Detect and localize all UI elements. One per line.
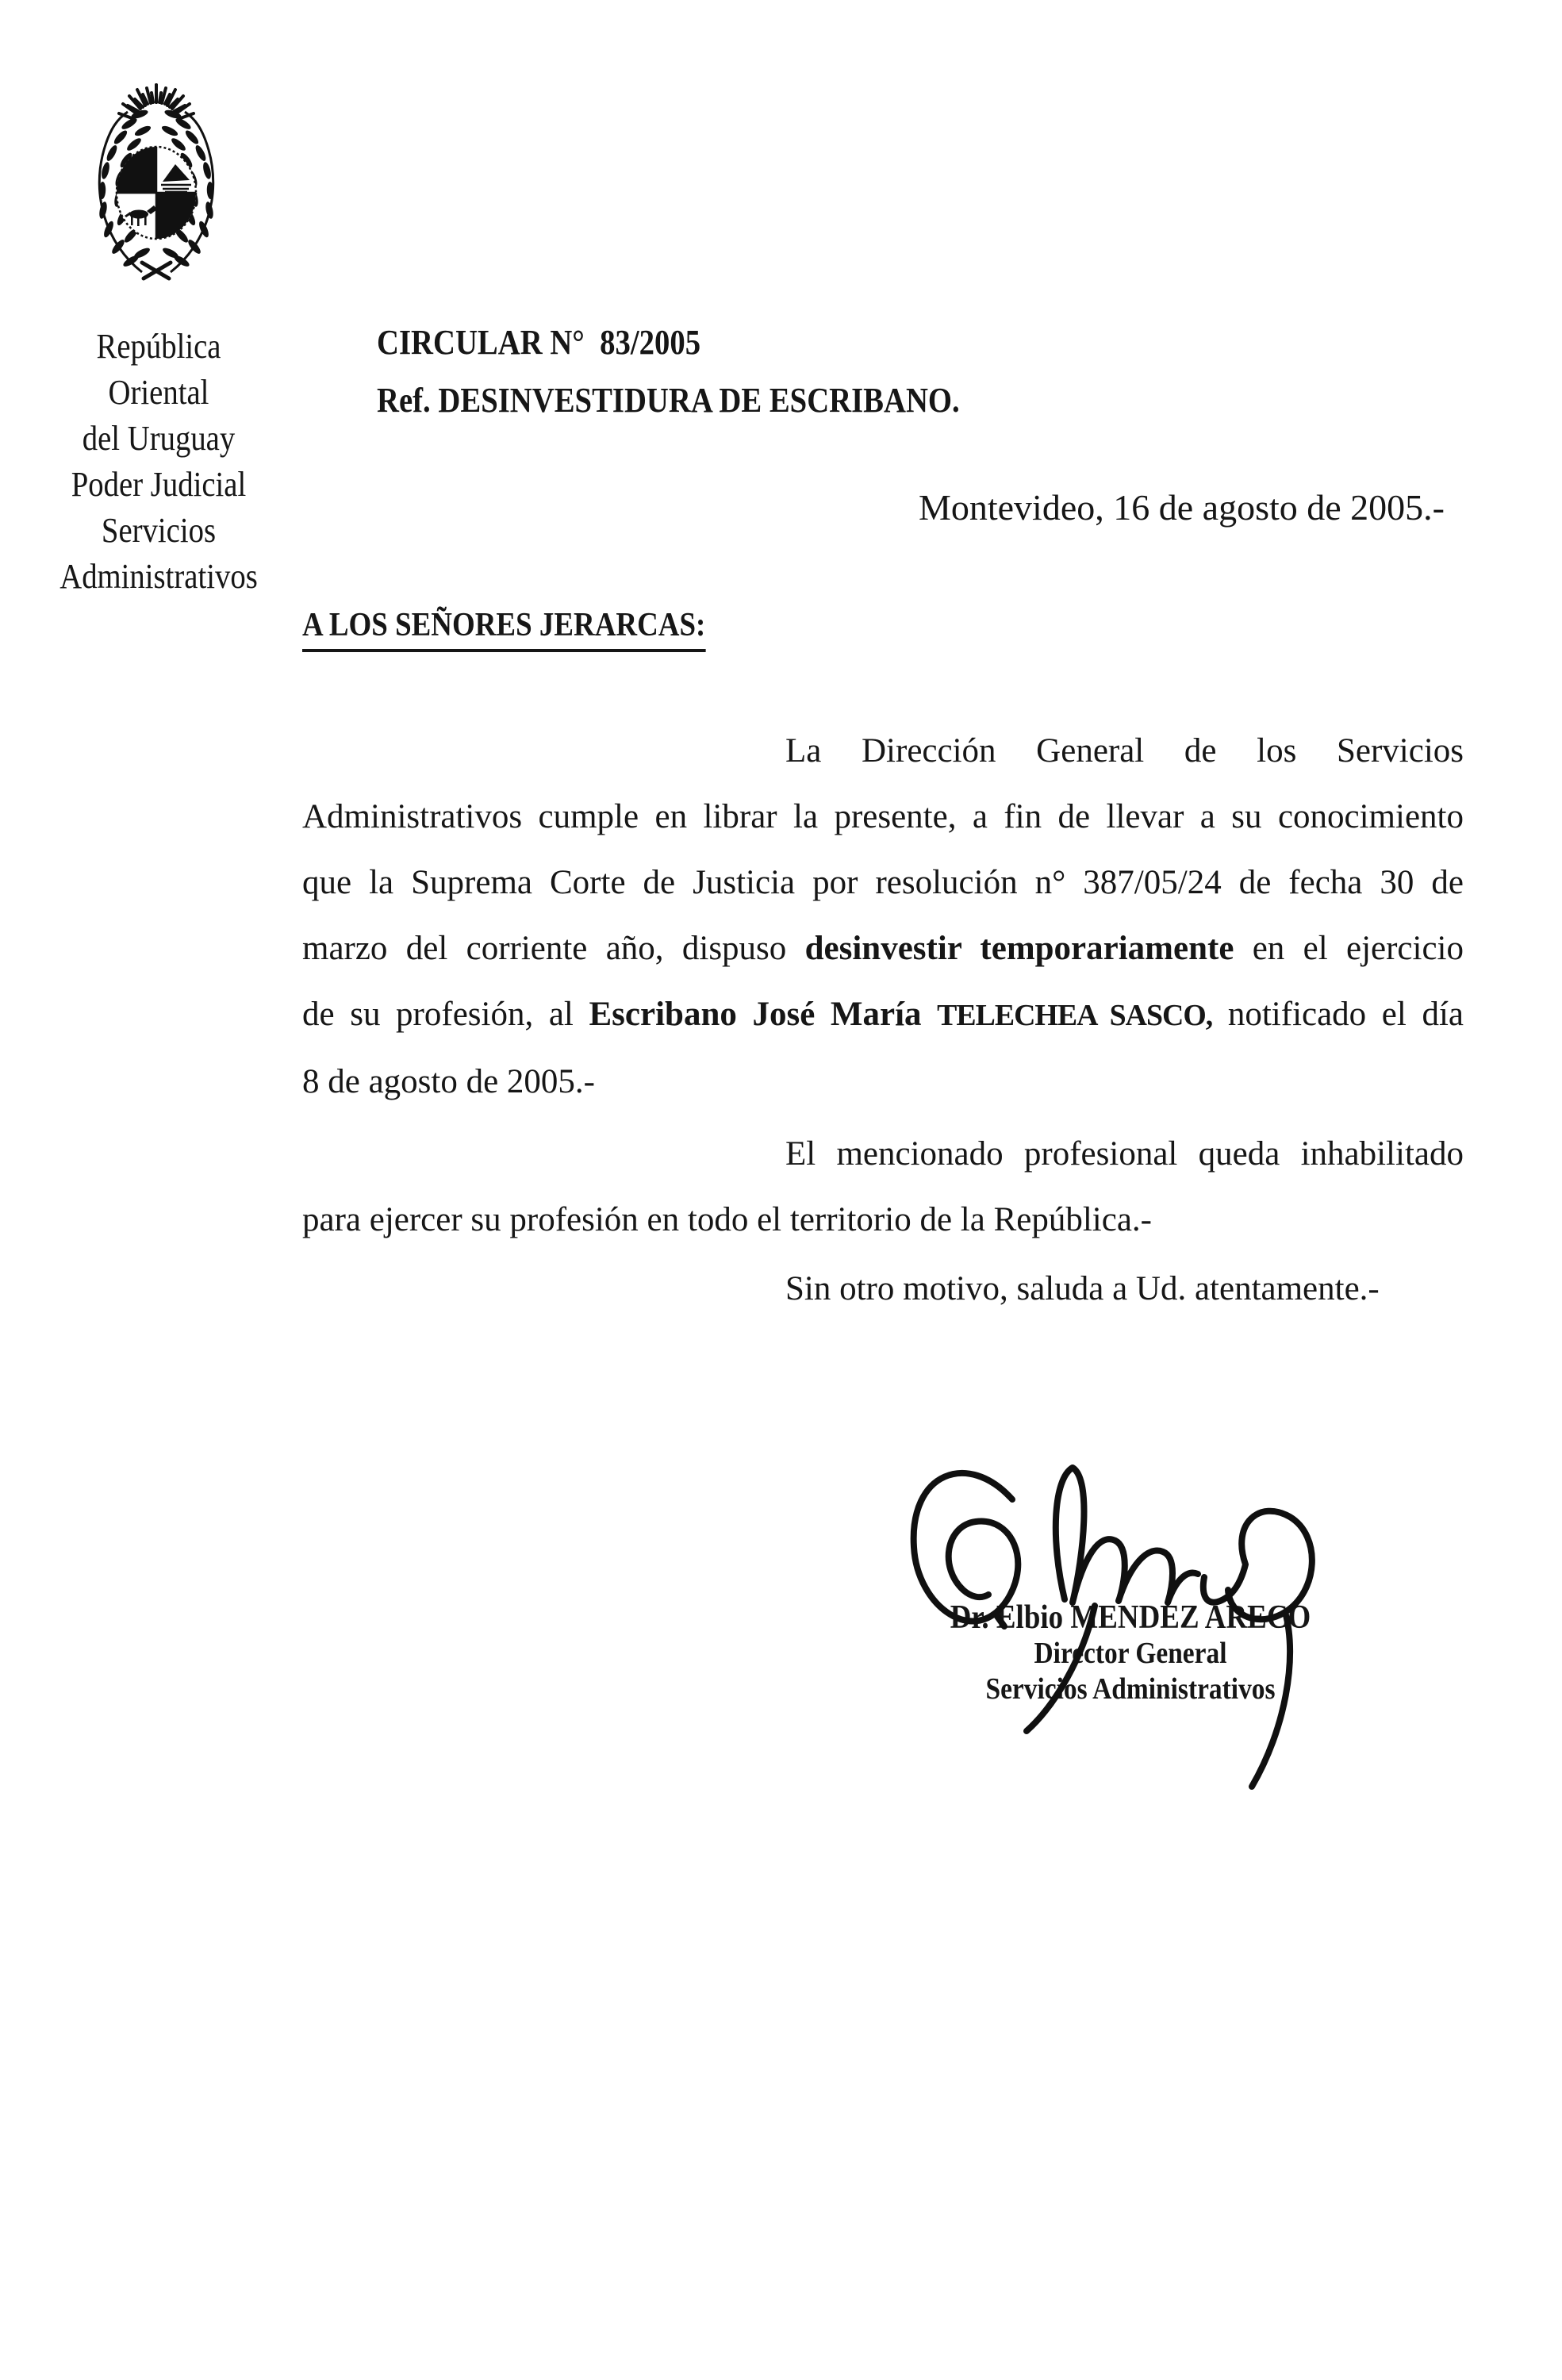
body-segment-bold: desinvestir temporariamente xyxy=(804,930,1234,967)
letterhead-line: Oriental xyxy=(108,373,209,412)
signer-title: Director General xyxy=(1034,1637,1227,1670)
body-segment: de su profesión, al xyxy=(302,996,589,1033)
body-line: para ejercer su profesión en todo el territorio de la República.- xyxy=(302,1201,1152,1238)
salutation-text: A LOS SEÑORES JERARCAS: xyxy=(302,605,705,652)
signature-block xyxy=(931,1599,1330,1707)
uruguay-coat-of-arms-icon xyxy=(82,82,231,282)
letterhead xyxy=(29,324,288,600)
letterhead-line: Administrativos xyxy=(59,557,258,596)
body-line: Sin otro motivo, saluda a Ud. atentamente.- xyxy=(785,1270,1380,1307)
signer-name: Dr. Elbio MENDEZ ARECO xyxy=(950,1599,1311,1636)
date-line: Montevideo, 16 de agosto de 2005.- xyxy=(918,487,1445,528)
circular-number: CIRCULAR N° 83/2005 xyxy=(377,323,701,362)
body-segment: en el ejercicio xyxy=(1234,930,1464,967)
body-line: La Dirección General de los Servicios xyxy=(785,732,1464,770)
body-segment: marzo del corriente año, dispuso xyxy=(302,930,805,967)
letterhead-line: Servicios xyxy=(101,511,217,550)
letterhead-line: Poder Judicial xyxy=(71,465,247,504)
salutation xyxy=(302,605,705,652)
body-segment-bold: Escribano José María xyxy=(589,996,938,1033)
body-segment-name: TELECHEA SASCO, xyxy=(937,999,1213,1032)
body-line: Administrativos cumple en librar la presente, a fin de llevar a su conocimiento xyxy=(302,798,1464,835)
letter-body xyxy=(302,718,1464,1322)
letterhead-line: del Uruguay xyxy=(82,419,236,458)
body-line: 8 de agosto de 2005.- xyxy=(302,1063,596,1100)
body-segment: notificado el día xyxy=(1212,996,1464,1033)
body-line xyxy=(302,981,1464,1049)
letterhead-line: República xyxy=(96,327,221,366)
signer-department: Servicios Administrativos xyxy=(985,1672,1276,1706)
reference-subject: Ref. DESINVESTIDURA DE ESCRIBANO. xyxy=(377,381,960,420)
body-line: El mencionado profesional queda inhabilitado xyxy=(785,1135,1464,1173)
body-line: que la Suprema Corte de Justicia por resolución n° 387/05/24 de fecha 30 de xyxy=(302,864,1464,901)
body-line xyxy=(302,916,1464,981)
